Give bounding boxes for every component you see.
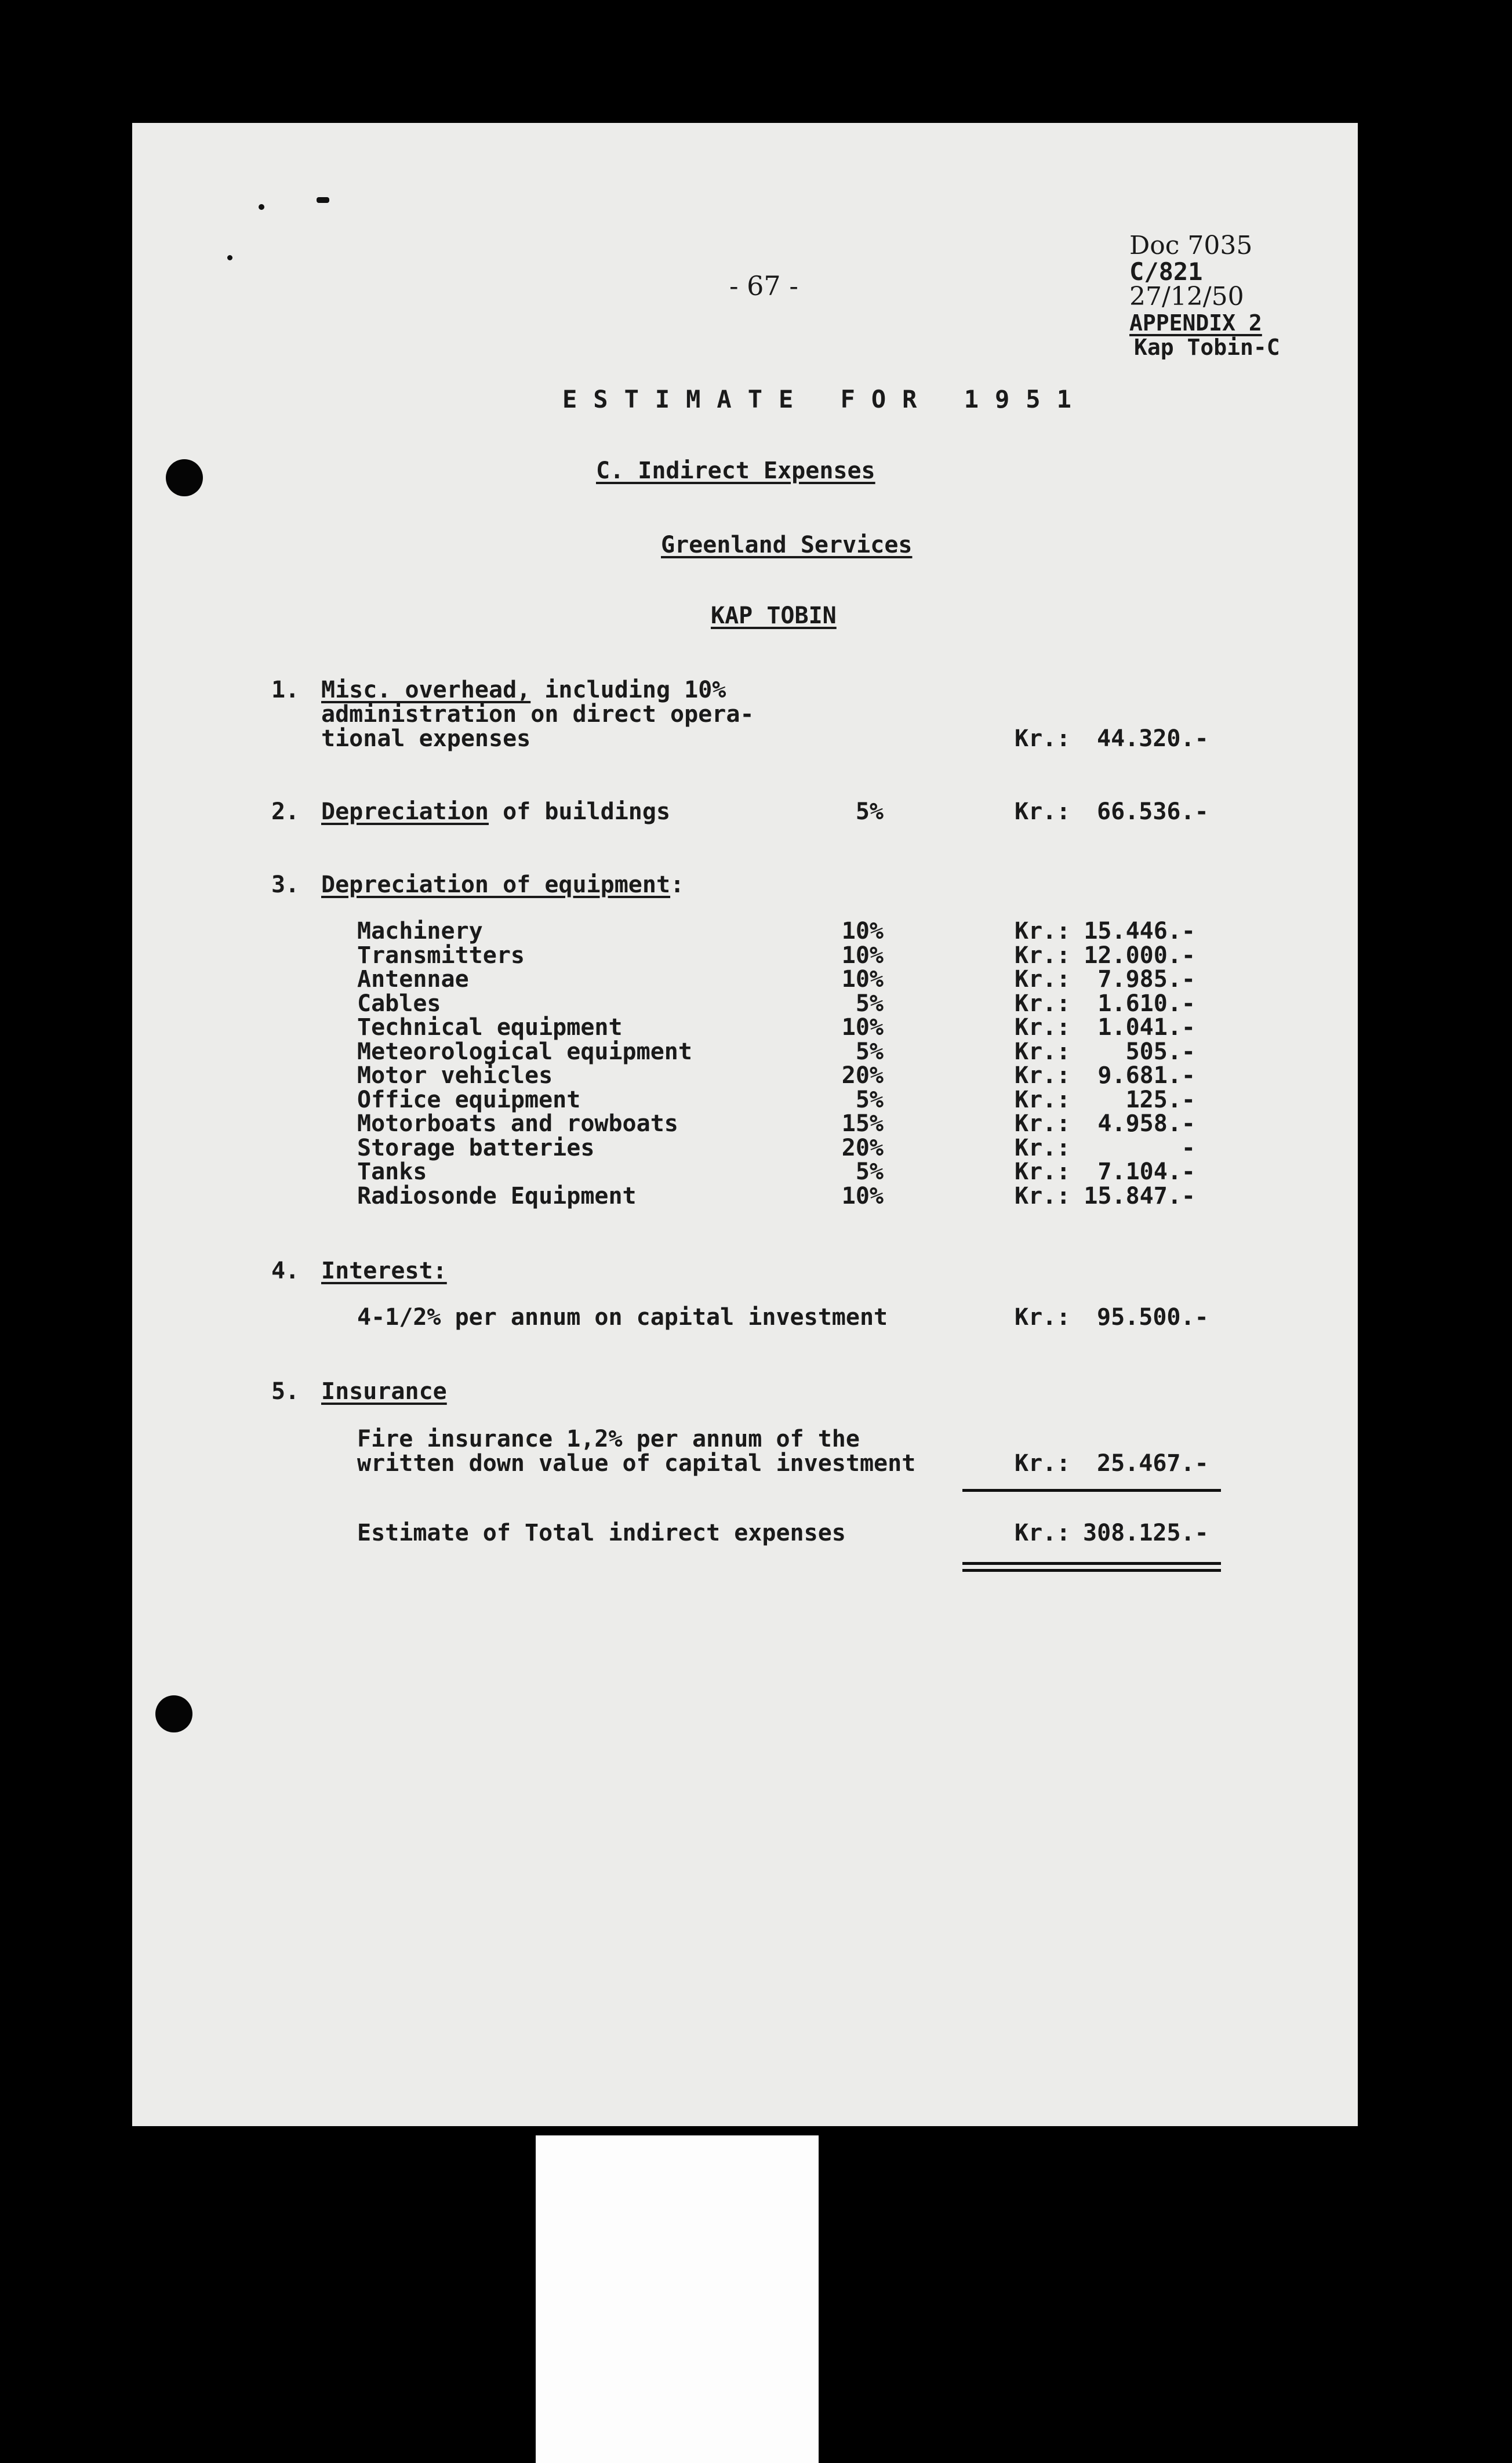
- currency-label: Kr.:: [1015, 1014, 1071, 1041]
- currency-label: Kr.:: [1015, 942, 1071, 969]
- item-number: 2.: [271, 798, 300, 825]
- equipment-name: Motor vehicles: [357, 1062, 553, 1089]
- archive-label-card: [536, 2135, 819, 2463]
- speck: [259, 204, 264, 210]
- equipment-amount: 1.610.-: [1097, 990, 1195, 1017]
- doc-ref-line: 27/12/50: [1129, 282, 1244, 311]
- item-heading: Misc. overhead,: [321, 677, 531, 703]
- equipment-amount: 1.041.-: [1097, 1014, 1195, 1041]
- speck: [317, 197, 329, 203]
- location-title: KAP TOBIN: [711, 602, 837, 629]
- item-text: 4-1/2% per annum on capital investment: [357, 1304, 888, 1331]
- amount: 66.536.-: [1097, 798, 1209, 825]
- currency-label: Kr.:: [1015, 1158, 1071, 1185]
- equipment-name: Cables: [357, 990, 441, 1017]
- equipment-rate: 5%: [855, 990, 884, 1017]
- equipment-rate: 15%: [841, 1110, 884, 1137]
- equipment-amount: 12.000.-: [1084, 942, 1195, 969]
- item-text-part: of buildings: [488, 798, 671, 825]
- heading-colon: :: [670, 871, 685, 898]
- section-title: C. Indirect Expenses: [596, 457, 875, 484]
- equipment-rate: 10%: [841, 1014, 884, 1041]
- page-number: - 67 -: [729, 270, 798, 301]
- currency-label: Kr.:: [1015, 798, 1071, 825]
- currency-label: Kr.:: [1015, 1183, 1071, 1209]
- speck: [227, 255, 232, 260]
- equipment-amount: -: [1181, 1135, 1195, 1161]
- item-text: [321, 678, 726, 702]
- item-heading: Interest:: [321, 1258, 447, 1284]
- equipment-rate: 10%: [841, 942, 884, 969]
- currency-label: Kr.:: [1015, 1135, 1071, 1161]
- item-number: 3.: [271, 871, 300, 898]
- currency-label: Kr.:: [1015, 990, 1071, 1017]
- equipment-amount: 7.104.-: [1097, 1158, 1195, 1185]
- item-text: written down value of capital investment: [357, 1450, 916, 1477]
- subtotal-rule: [962, 1489, 1221, 1492]
- rate: 5%: [855, 798, 884, 825]
- equipment-name: Meteorological equipment: [357, 1038, 692, 1065]
- equipment-amount: 15.446.-: [1084, 918, 1195, 944]
- equipment-amount: 9.681.-: [1097, 1062, 1195, 1089]
- currency-label: Kr.:: [1015, 1038, 1071, 1065]
- item-heading-line: [321, 873, 684, 896]
- equipment-amount: 15.847.-: [1084, 1183, 1195, 1209]
- equipment-amount: 4.958.-: [1097, 1110, 1195, 1137]
- equipment-rate: 20%: [841, 1062, 884, 1089]
- total-amount: 308.125.-: [1083, 1520, 1209, 1546]
- amount: 44.320.-: [1097, 725, 1209, 752]
- equipment-amount: 505.-: [1125, 1038, 1195, 1065]
- amount: 95.500.-: [1097, 1304, 1209, 1331]
- doc-ref-line: Doc 7035: [1129, 231, 1253, 260]
- equipment-name: Tanks: [357, 1158, 427, 1185]
- equipment-rate: 5%: [855, 1038, 884, 1065]
- equipment-name: Machinery: [357, 918, 483, 944]
- item-text: Fire insurance 1,2% per annum of the: [357, 1426, 860, 1452]
- item-text-part: including 10%: [530, 677, 726, 703]
- equipment-name: Office equipment: [357, 1087, 581, 1113]
- equipment-rate: 5%: [855, 1087, 884, 1113]
- equipment-rate: 20%: [841, 1135, 884, 1161]
- equipment-rate: 10%: [841, 966, 884, 993]
- currency-label: Kr.:: [1015, 1110, 1071, 1137]
- doc-ref-line: Kap Tobin-C: [1134, 335, 1280, 360]
- item-heading: Insurance: [321, 1378, 447, 1405]
- item-text: [321, 800, 670, 823]
- total-double-rule-bottom: [962, 1569, 1221, 1572]
- currency-label: Kr.:: [1015, 1520, 1071, 1546]
- currency-label: Kr.:: [1015, 918, 1071, 944]
- currency-label: Kr.:: [1015, 1087, 1071, 1113]
- item-text: administration on direct opera-: [321, 701, 754, 728]
- equipment-name: Radiosonde Equipment: [357, 1183, 637, 1209]
- punch-hole-top: [166, 459, 203, 496]
- equipment-amount: 125.-: [1125, 1087, 1195, 1113]
- total-double-rule-top: [962, 1562, 1221, 1565]
- punch-hole-bottom: [155, 1695, 192, 1732]
- subsection-title: Greenland Services: [661, 532, 913, 558]
- equipment-name: Transmitters: [357, 942, 525, 969]
- item-number: 4.: [271, 1258, 300, 1284]
- doc-ref-line: APPENDIX 2: [1129, 310, 1262, 336]
- amount: 25.467.-: [1097, 1450, 1209, 1477]
- currency-label: Kr.:: [1015, 1450, 1071, 1477]
- item-heading: Depreciation of equipment: [321, 871, 671, 898]
- item-number: 1.: [271, 677, 300, 703]
- equipment-rate: 10%: [841, 1183, 884, 1209]
- currency-label: Kr.:: [1015, 1304, 1071, 1331]
- equipment-name: Antennae: [357, 966, 469, 993]
- total-label: Estimate of Total indirect expenses: [357, 1520, 846, 1546]
- item-heading: Depreciation: [321, 798, 489, 825]
- item-number: 5.: [271, 1378, 300, 1405]
- currency-label: Kr.:: [1015, 1062, 1071, 1089]
- equipment-amount: 7.985.-: [1097, 966, 1195, 993]
- equipment-name: Motorboats and rowboats: [357, 1110, 678, 1137]
- currency-label: Kr.:: [1015, 966, 1071, 993]
- doc-ref-line: C/821: [1129, 257, 1203, 286]
- item-text: tional expenses: [321, 725, 531, 752]
- equipment-rate: 10%: [841, 918, 884, 944]
- currency-label: Kr.:: [1015, 725, 1071, 752]
- page-title: ESTIMATE FOR 1951: [562, 385, 1088, 413]
- equipment-name: Technical equipment: [357, 1014, 623, 1041]
- equipment-rate: 5%: [855, 1158, 884, 1185]
- equipment-name: Storage batteries: [357, 1135, 595, 1161]
